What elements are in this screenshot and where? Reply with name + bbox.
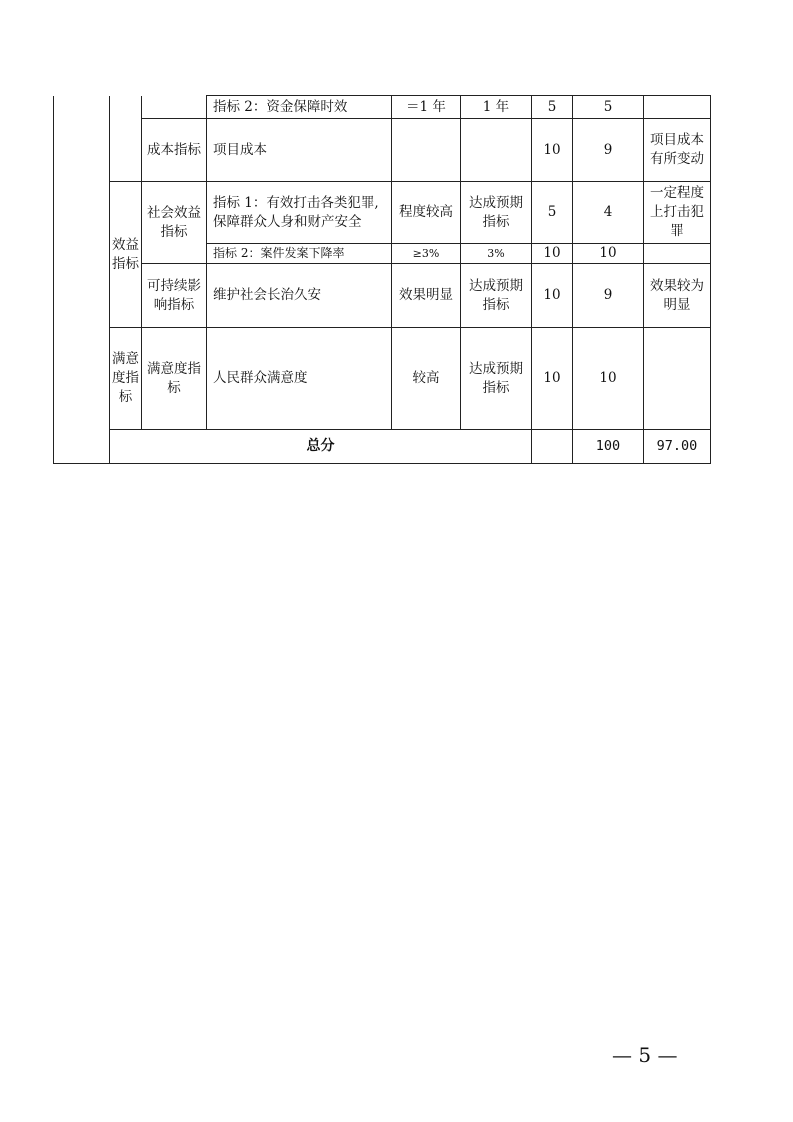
remark-cell	[644, 96, 711, 119]
weight-value: 5	[532, 182, 573, 244]
actual-value: 3%	[461, 244, 532, 264]
level2-continued-cell	[142, 96, 207, 119]
indicator-description: 项目成本	[207, 119, 392, 182]
remark-cell: 效果较为明显	[644, 264, 711, 328]
weight-value: 10	[532, 244, 573, 264]
level2-indicator: 可持续影响指标	[142, 264, 207, 328]
remark-cell	[644, 328, 711, 430]
indicator-description: 指标 2：资金保障时效	[207, 96, 392, 119]
actual-value: 达成预期指标	[461, 182, 532, 244]
indicator-description: 人民群众满意度	[207, 328, 392, 430]
total-target-cell	[532, 430, 573, 464]
actual-value: 达成预期指标	[461, 264, 532, 328]
target-value: 程度较高	[392, 182, 461, 244]
remark-cell	[644, 244, 711, 264]
target-value: ＝1 年	[392, 96, 461, 119]
table-row	[54, 96, 711, 119]
actual-value	[461, 119, 532, 182]
target-value: 较高	[392, 328, 461, 430]
total-label: 总分	[110, 430, 532, 464]
level2-indicator: 成本指标	[142, 119, 207, 182]
weight-value: 10	[532, 264, 573, 328]
total-weight: 100	[573, 430, 644, 464]
table-row	[54, 182, 711, 244]
table-row	[54, 264, 711, 328]
table-row	[54, 119, 711, 182]
total-score: 97.00	[644, 430, 711, 464]
level1-indicator: 效益指标	[110, 182, 142, 328]
weight-value: 5	[532, 96, 573, 119]
target-value: 效果明显	[392, 264, 461, 328]
weight-value: 10	[532, 328, 573, 430]
indicator-description: 维护社会长治久安	[207, 264, 392, 328]
score-value: 9	[573, 119, 644, 182]
actual-value: 达成预期指标	[461, 328, 532, 430]
remark-cell: 项目成本有所变动	[644, 119, 711, 182]
total-row	[54, 430, 711, 464]
weight-value: 10	[532, 119, 573, 182]
score-value: 10	[573, 244, 644, 264]
indicator-description: 指标 2：案件发案下降率	[207, 244, 392, 264]
level1-continued-cell	[110, 96, 142, 182]
score-value: 4	[573, 182, 644, 244]
score-value: 10	[573, 328, 644, 430]
level1-blank-cell	[54, 96, 110, 464]
level2-indicator: 满意度指标	[142, 328, 207, 430]
table-row	[54, 328, 711, 430]
performance-table	[53, 95, 711, 464]
level1-indicator: 满意度指标	[110, 328, 142, 430]
score-value: 9	[573, 264, 644, 328]
target-value	[392, 119, 461, 182]
indicator-description: 指标 1：有效打击各类犯罪,保障群众人身和财产安全	[207, 182, 392, 244]
actual-value: 1 年	[461, 96, 532, 119]
level2-indicator: 社会效益指标	[142, 182, 207, 264]
target-value: ≥3%	[392, 244, 461, 264]
remark-cell: 一定程度上打击犯罪	[644, 182, 711, 244]
score-value: 5	[573, 96, 644, 119]
page-number: — 5 —	[612, 1043, 678, 1067]
